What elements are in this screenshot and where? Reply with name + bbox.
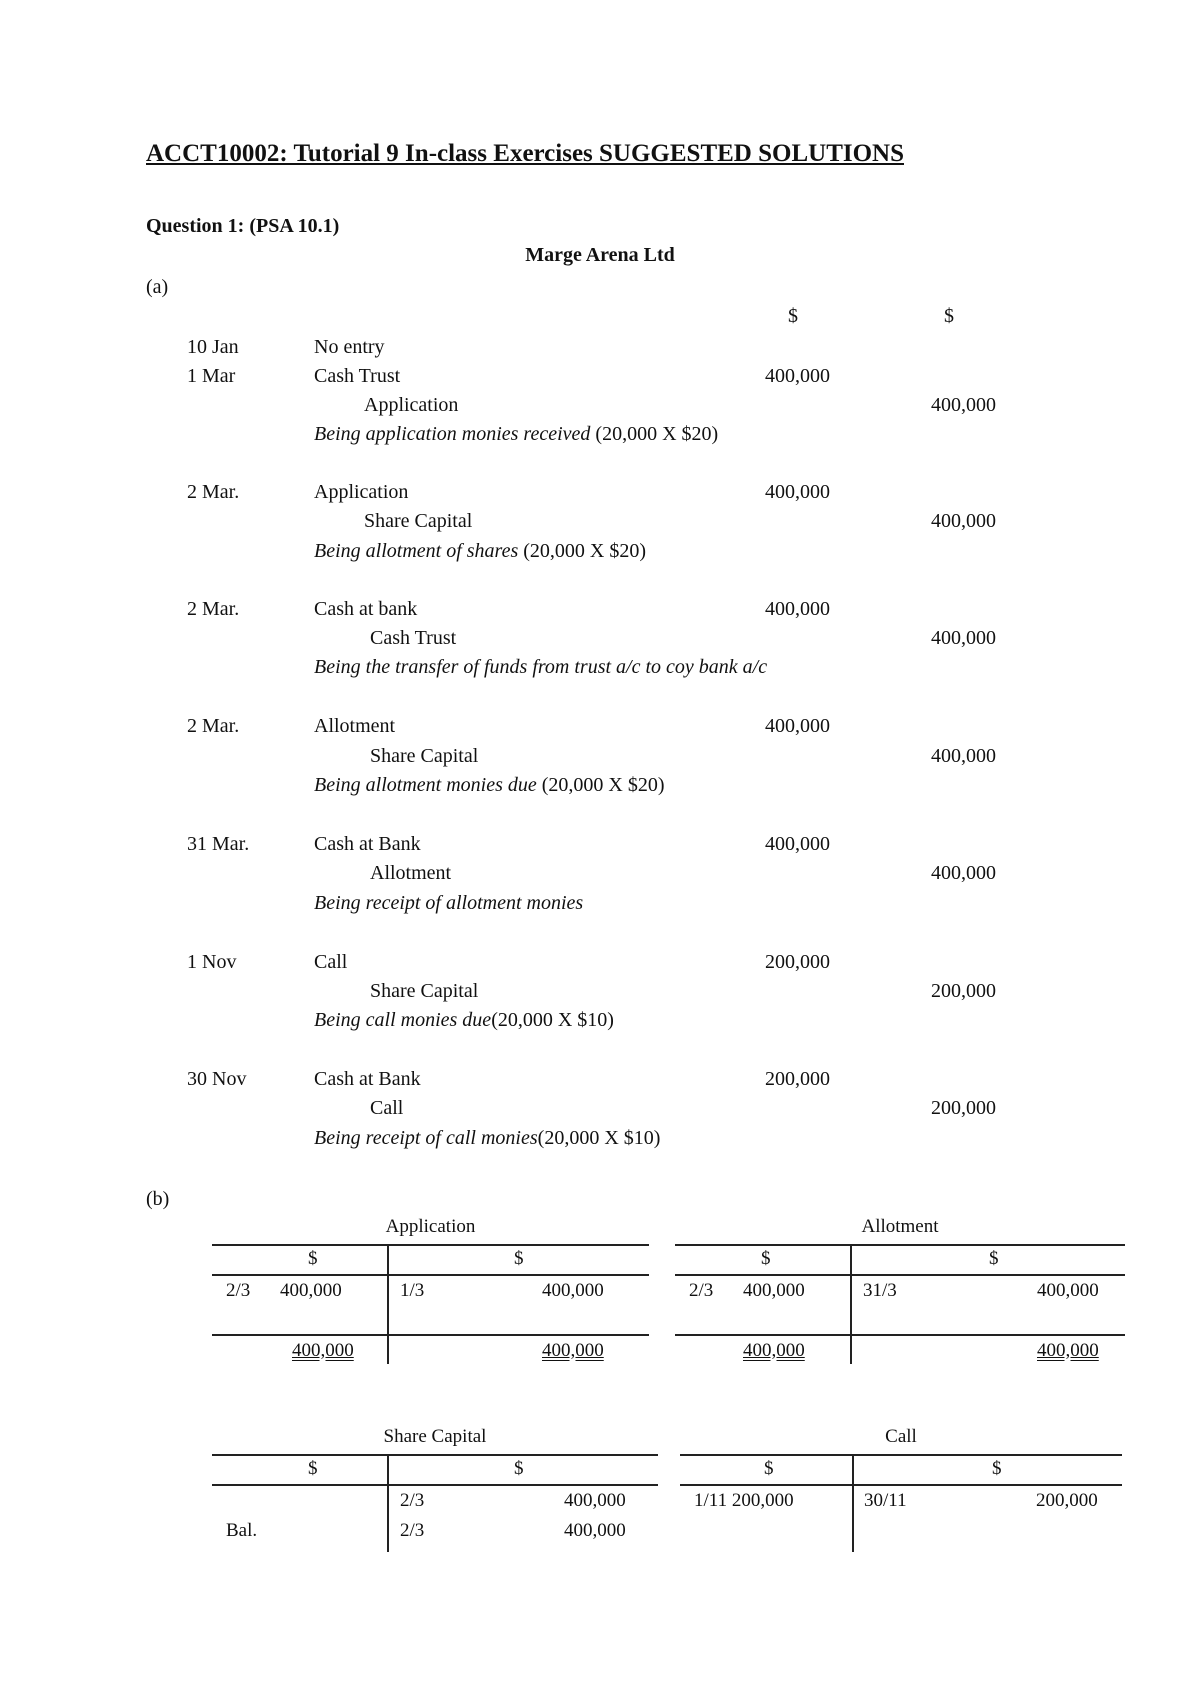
credit-date: 2/3 bbox=[400, 1520, 425, 1541]
debit-amount: 400,000 bbox=[743, 1280, 805, 1301]
journal-debit-account: Call bbox=[314, 951, 348, 973]
debit-entry: 1/11 200,000 bbox=[694, 1490, 794, 1511]
debit-amount: 400,000 bbox=[280, 1280, 342, 1301]
credit-header: $ bbox=[514, 1248, 524, 1269]
journal-debit-amount: 400,000 bbox=[765, 365, 830, 387]
journal-debit-account: Cash at bank bbox=[314, 598, 418, 620]
journal-debit-account: Cash at Bank bbox=[314, 833, 421, 855]
document-title: ACCT10002: Tutorial 9 In-class Exercises SUGGESTED SOLUTIONS bbox=[146, 140, 904, 167]
t-account-allotment bbox=[675, 1216, 1125, 1366]
narration-calc: (20,000 X $10) bbox=[491, 1009, 614, 1031]
t-account-total-rule bbox=[675, 1334, 1125, 1336]
debit-header: $ bbox=[308, 1248, 318, 1269]
narration-text: Being the transfer of funds from trust a/c to coy bank a/c bbox=[314, 656, 768, 678]
debit-date: 2/3 bbox=[689, 1280, 714, 1301]
credit-date: 1/3 bbox=[400, 1280, 425, 1301]
journal-credit-account: Allotment bbox=[370, 862, 452, 884]
journal-date: 1 Nov bbox=[187, 951, 237, 973]
t-account-divider bbox=[387, 1246, 389, 1364]
question-heading: Question 1: (PSA 10.1) bbox=[146, 215, 340, 237]
narration-calc: (20,000 X $20) bbox=[536, 774, 665, 796]
balance-label: Bal. bbox=[226, 1520, 258, 1541]
journal-credit-amount: 200,000 bbox=[931, 1097, 996, 1119]
journal-narration bbox=[314, 892, 583, 915]
journal-credit-amount: 200,000 bbox=[931, 980, 996, 1002]
journal-debit-amount: 400,000 bbox=[765, 715, 830, 737]
journal-credit-account: Cash Trust bbox=[370, 627, 457, 649]
journal-narration bbox=[314, 540, 646, 563]
journal-debit-account: Cash Trust bbox=[314, 365, 401, 387]
credit-total: 400,000 bbox=[542, 1340, 604, 1361]
company-name: Marge Arena Ltd bbox=[525, 244, 675, 266]
narration-text: Being allotment of shares bbox=[314, 540, 519, 562]
journal-debit-account: Application bbox=[314, 481, 409, 503]
journal-debit-amount: 400,000 bbox=[765, 598, 830, 620]
t-account-title: Allotment bbox=[861, 1216, 939, 1237]
journal-date: 2 Mar. bbox=[187, 598, 240, 620]
credit-amount: 200,000 bbox=[1036, 1490, 1098, 1511]
t-account-top-rule bbox=[680, 1454, 1122, 1456]
credit-date: 30/11 bbox=[864, 1490, 907, 1511]
journal-narration bbox=[314, 656, 767, 679]
t-account-total-rule bbox=[212, 1334, 649, 1336]
journal-narration bbox=[314, 1009, 614, 1032]
narration-text: Being application monies received bbox=[314, 423, 591, 445]
debit-total: 400,000 bbox=[292, 1340, 354, 1361]
journal-debit-amount: 400,000 bbox=[765, 833, 830, 855]
journal-date: 10 Jan bbox=[187, 336, 239, 358]
t-account-divider bbox=[387, 1456, 389, 1552]
credit-amount: 400,000 bbox=[1037, 1280, 1099, 1301]
debit-header: $ bbox=[761, 1248, 771, 1269]
credit-date: 31/3 bbox=[863, 1280, 897, 1301]
t-account-top-rule bbox=[675, 1244, 1125, 1246]
credit-header: $ bbox=[514, 1458, 524, 1479]
credit-amount: 400,000 bbox=[564, 1490, 626, 1511]
journal-credit-account: Application bbox=[364, 394, 459, 416]
t-account-title: Call bbox=[885, 1426, 917, 1447]
credit-header: $ bbox=[992, 1458, 1002, 1479]
journal-date: 31 Mar. bbox=[187, 833, 250, 855]
t-account-application bbox=[212, 1216, 649, 1366]
t-account-divider bbox=[850, 1246, 852, 1364]
t-account-header-rule bbox=[680, 1484, 1122, 1486]
t-account-top-rule bbox=[212, 1244, 649, 1246]
narration-text: Being receipt of call monies bbox=[314, 1127, 538, 1149]
credit-amount: 400,000 bbox=[564, 1520, 626, 1541]
debit-column-header: $ bbox=[788, 305, 798, 327]
journal-debit-amount: 400,000 bbox=[765, 481, 830, 503]
journal-debit-account: Allotment bbox=[314, 715, 396, 737]
t-account-title: Application bbox=[385, 1216, 476, 1237]
debit-total: 400,000 bbox=[743, 1340, 805, 1361]
journal-credit-account: Share Capital bbox=[370, 980, 479, 1002]
journal-date: 2 Mar. bbox=[187, 715, 240, 737]
journal-credit-amount: 400,000 bbox=[931, 862, 996, 884]
journal-narration bbox=[314, 1127, 660, 1150]
t-account-header-rule bbox=[212, 1484, 658, 1486]
credit-amount: 400,000 bbox=[542, 1280, 604, 1301]
credit-header: $ bbox=[989, 1248, 999, 1269]
journal-credit-account: Share Capital bbox=[370, 745, 479, 767]
journal-credit-amount: 400,000 bbox=[931, 394, 996, 416]
journal-debit-amount: 200,000 bbox=[765, 951, 830, 973]
journal-credit-account: Call bbox=[370, 1097, 404, 1119]
credit-date: 2/3 bbox=[400, 1490, 425, 1511]
journal-debit-account: No entry bbox=[314, 336, 385, 358]
journal-credit-amount: 400,000 bbox=[931, 510, 996, 532]
debit-header: $ bbox=[308, 1458, 318, 1479]
journal-credit-amount: 400,000 bbox=[931, 745, 996, 767]
t-account-header-rule bbox=[675, 1274, 1125, 1276]
narration-calc: (20,000 X $20) bbox=[518, 540, 647, 562]
narration-text: Being allotment monies due bbox=[314, 774, 537, 796]
journal-narration bbox=[314, 774, 665, 797]
journal-credit-account: Share Capital bbox=[364, 510, 473, 532]
journal-debit-amount: 200,000 bbox=[765, 1068, 830, 1090]
journal-narration bbox=[314, 423, 718, 446]
part-b-label: (b) bbox=[146, 1188, 170, 1210]
t-account-share-capital bbox=[212, 1426, 658, 1552]
narration-calc: (20,000 X $20) bbox=[590, 423, 719, 445]
t-account-header-rule bbox=[212, 1274, 649, 1276]
narration-calc: (20,000 X $10) bbox=[537, 1127, 661, 1149]
journal-date: 30 Nov bbox=[187, 1068, 247, 1090]
journal-credit-amount: 400,000 bbox=[931, 627, 996, 649]
narration-text: Being call monies due bbox=[314, 1009, 492, 1031]
journal-debit-account: Cash at Bank bbox=[314, 1068, 421, 1090]
t-account-title: Share Capital bbox=[383, 1426, 487, 1447]
credit-total: 400,000 bbox=[1037, 1340, 1099, 1361]
narration-text: Being receipt of allotment monies bbox=[314, 892, 584, 914]
t-account-call bbox=[680, 1426, 1122, 1552]
debit-date: 2/3 bbox=[226, 1280, 251, 1301]
part-a-label: (a) bbox=[146, 276, 169, 298]
t-account-divider bbox=[852, 1456, 854, 1552]
t-account-top-rule bbox=[212, 1454, 658, 1456]
debit-header: $ bbox=[764, 1458, 774, 1479]
credit-column-header: $ bbox=[944, 305, 954, 327]
journal-date: 2 Mar. bbox=[187, 481, 240, 503]
journal-date: 1 Mar bbox=[187, 365, 236, 387]
